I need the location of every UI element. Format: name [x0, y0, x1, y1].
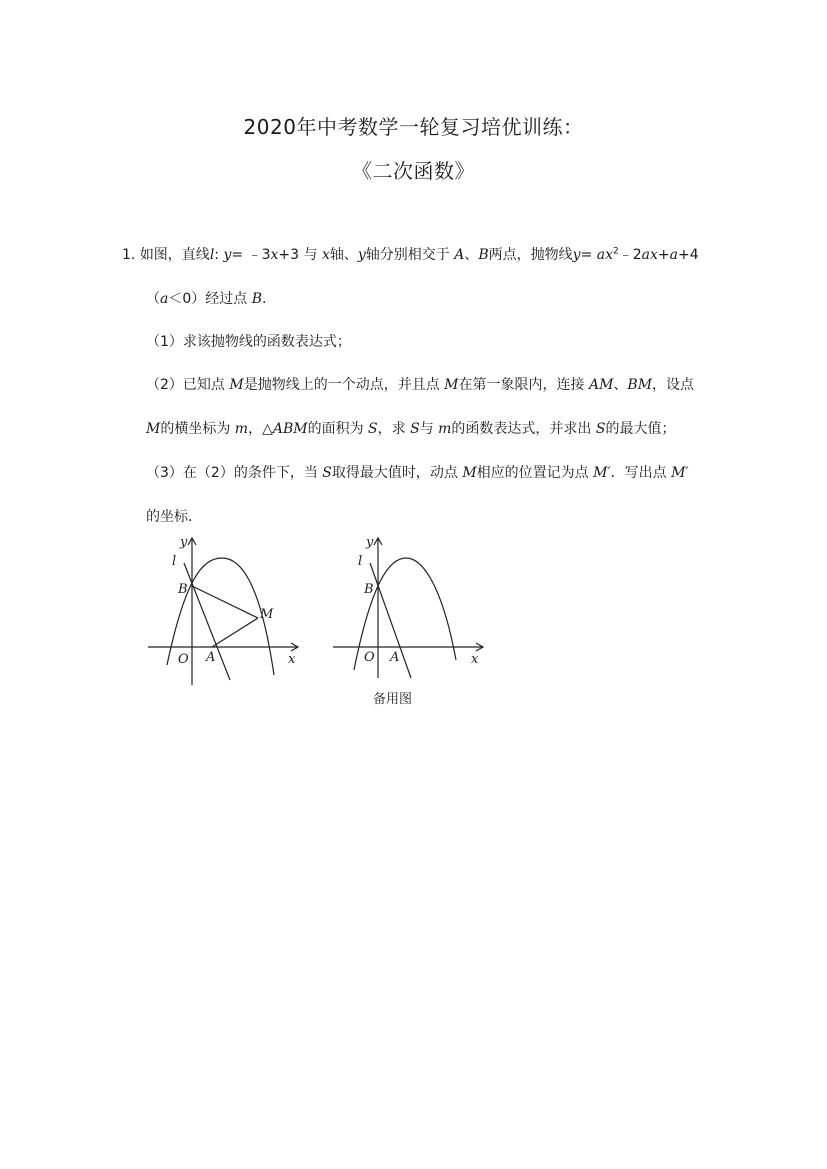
- text: 、: [464, 247, 479, 263]
- text: 的最大值；: [605, 421, 676, 437]
- text: ，设点: [652, 377, 695, 393]
- text: ．写出点: [610, 465, 672, 481]
- text: 是抛物线上的一个动点，并且点: [243, 377, 445, 393]
- text: 的横坐标为: [160, 421, 235, 437]
- label-A: A: [206, 650, 216, 665]
- text: :: [214, 247, 224, 263]
- label-y: y: [366, 535, 374, 550]
- var-S: S: [368, 421, 378, 437]
- question-3-line2: 的坐标．: [146, 509, 202, 525]
- segment-am: [212, 618, 258, 647]
- label-M: M: [260, 607, 274, 622]
- var-a: a: [669, 247, 678, 263]
- text: ，求: [377, 421, 411, 437]
- var-S: S: [595, 421, 606, 437]
- text: 与: [419, 421, 439, 437]
- var-y: y: [357, 247, 366, 263]
- text: 两点，抛物线: [488, 247, 573, 263]
- text: （3）在（2）的条件下，当: [146, 465, 323, 481]
- text: （: [146, 291, 160, 307]
- point-B: B: [478, 247, 489, 263]
- text: 的面积为: [307, 421, 369, 437]
- var-m: m: [438, 421, 452, 437]
- figure-main: [140, 530, 310, 690]
- figure-caption: 备用图: [373, 692, 413, 707]
- segment-BM: BM: [627, 377, 653, 393]
- problem-condition-line: [146, 288, 266, 308]
- label-B: B: [178, 582, 188, 597]
- point-A: A: [454, 247, 465, 263]
- var-m: m: [234, 421, 249, 437]
- label-O: O: [178, 652, 189, 667]
- question-2-line2: [146, 418, 675, 438]
- var-l: l: [209, 247, 215, 263]
- point-M-prime: M′: [593, 465, 611, 481]
- problem-number: 1.: [122, 247, 136, 263]
- text: ＜0）经过点: [168, 291, 252, 307]
- text: （2）已知点: [146, 377, 230, 393]
- point-M: M: [146, 421, 161, 437]
- point-B: B: [251, 291, 263, 307]
- var-S: S: [322, 465, 332, 481]
- document-title: 2020年中考数学一轮复习培优训练：: [243, 115, 584, 139]
- text: 、: [613, 377, 628, 393]
- text: = ﹣3: [231, 247, 271, 263]
- var-S: S: [410, 421, 420, 437]
- var-ax: ax: [596, 247, 613, 263]
- text: 轴分别相交于: [365, 247, 455, 263]
- segment-AM: AM: [588, 377, 614, 393]
- exponent: 2: [613, 246, 619, 257]
- point-M-prime: M′: [671, 465, 689, 481]
- text: 取得最大值时，动点: [331, 465, 463, 481]
- var-ax: ax: [641, 247, 658, 263]
- text: ，△: [248, 421, 273, 437]
- document-subtitle: 《二次函数》: [352, 159, 475, 183]
- point-M: M: [444, 377, 459, 393]
- segment-bm: [192, 586, 258, 618]
- text: 轴、: [329, 247, 358, 263]
- text: +: [657, 247, 670, 263]
- text: =: [580, 247, 597, 263]
- label-y: y: [180, 535, 188, 550]
- point-M: M: [229, 377, 244, 393]
- label-B: B: [364, 582, 374, 597]
- point-M: M: [462, 465, 477, 481]
- label-O: O: [364, 650, 375, 665]
- var-y: y: [223, 247, 232, 263]
- text: +4: [678, 247, 699, 263]
- problem-intro-line: [122, 244, 699, 264]
- text: ﹣2: [618, 247, 642, 263]
- question-2-line1: [146, 374, 694, 394]
- text: 的函数表达式，并求出: [451, 421, 596, 437]
- var-y: y: [572, 247, 581, 263]
- triangle-ABM: ABM: [272, 421, 308, 437]
- text: +3 与: [278, 247, 322, 263]
- label-l: l: [358, 554, 363, 569]
- text: .: [262, 291, 267, 307]
- var-a: a: [160, 291, 169, 307]
- label-x: x: [288, 652, 296, 667]
- var-x: x: [321, 247, 330, 263]
- label-l: l: [172, 554, 177, 569]
- var-x: x: [270, 247, 279, 263]
- label-A: A: [390, 650, 400, 665]
- text: 如图，直线: [139, 247, 210, 263]
- text: 在第一象限内，连接: [458, 377, 589, 393]
- figure-spare: [328, 530, 488, 680]
- question-3-line1: [146, 462, 689, 482]
- label-x: x: [471, 652, 479, 667]
- text: 相应的位置记为点: [476, 465, 594, 481]
- question-1: （1）求该抛物线的函数表达式；: [146, 334, 351, 350]
